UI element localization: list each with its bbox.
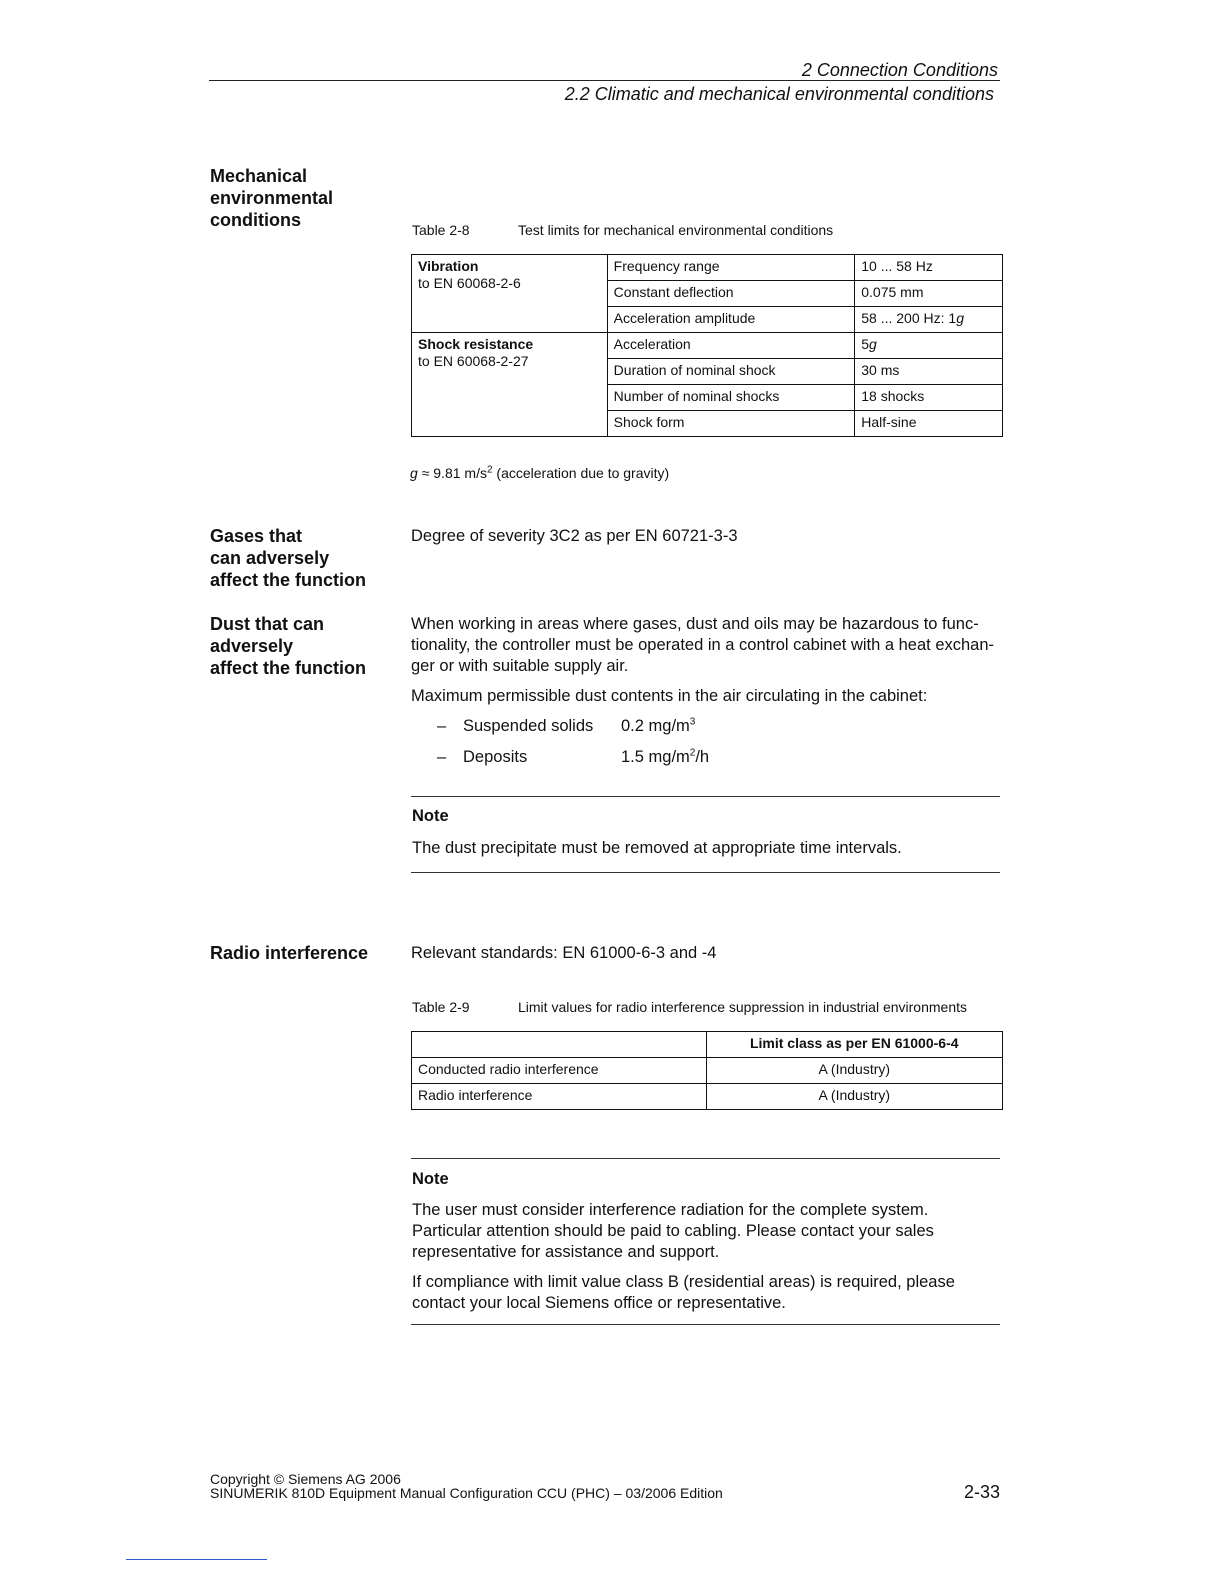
- vibration-group-cell: Vibration to EN 60068-2-6: [412, 255, 608, 333]
- table-2-9-caption: [412, 999, 967, 1015]
- table-row: [412, 1032, 1003, 1058]
- table-row: [412, 333, 1003, 359]
- value-cell: 10 ... 58 Hz: [855, 255, 1003, 281]
- value-cell: 58 ... 200 Hz: 1g: [855, 307, 1003, 333]
- dust-paragraph: When working in areas where gases, dust and oils may be hazardous to func- tionality, the controller must be operated in a control cabinet with a heat exchan- ger or with suitable supply air.: [411, 615, 995, 675]
- value-cell: 5g: [855, 333, 1003, 359]
- label-cell: Conducted radio interference: [412, 1058, 707, 1084]
- note-top-rule: [411, 796, 1000, 797]
- radio-note-para2: If compliance with limit value class B (residential areas) is required, please contact your local Siemens office or representative.: [412, 1273, 955, 1312]
- param-cell: Constant deflection: [607, 281, 855, 307]
- param-cell: Acceleration amplitude: [607, 307, 855, 333]
- table-row: [412, 255, 1003, 281]
- value-cell: 30 ms: [855, 359, 1003, 385]
- mechanical-limits-table: [411, 254, 1003, 437]
- column-header: Limit class as per EN 61000-6-4: [706, 1032, 1002, 1058]
- gases-text: Degree of severity 3C2 as per EN 60721-3-3: [411, 527, 738, 545]
- note-bottom-rule: [411, 1324, 1000, 1325]
- table-row: [412, 1058, 1003, 1084]
- note-bottom-rule: [411, 872, 1000, 873]
- label-cell: Radio interference: [412, 1084, 707, 1110]
- table-row: [412, 1084, 1003, 1110]
- radio-note-title: Note: [412, 1170, 449, 1188]
- dust-max-text: Maximum permissible dust contents in the air circulating in the cabinet:: [411, 687, 928, 705]
- page-number: 2-33: [963, 1482, 1000, 1502]
- shock-group-cell: Shock resistance to EN 60068-2-27: [412, 333, 608, 437]
- footer-manual: SINUMERIK 810D Equipment Manual Configuration CCU (PHC) – 03/2006 Edition: [210, 1485, 723, 1501]
- param-cell: Acceleration: [607, 333, 855, 359]
- value-cell: Half-sine: [855, 411, 1003, 437]
- param-cell: Frequency range: [607, 255, 855, 281]
- list-item: – Deposits 1.5 $mg/m^2/h$: [437, 747, 710, 766]
- dust-note-text: The dust precipitate must be removed at appropriate time intervals.: [412, 839, 902, 857]
- value-cell: 18 shocks: [855, 385, 1003, 411]
- table-title: Test limits for mechanical environmental conditions: [518, 222, 834, 238]
- radio-text: Relevant standards: EN 61000-6-3 and -4: [411, 944, 717, 962]
- table-label: Table 2-8: [412, 222, 470, 238]
- value-cell: A (Industry): [706, 1058, 1002, 1084]
- header-rule: [209, 80, 1000, 81]
- gravity-note: g ≈ 9.81 $m/s^2$ (acceleration due to gravity): [410, 464, 670, 481]
- dust-heading: Dust that can adversely affect the function: [210, 614, 366, 678]
- param-cell: Duration of nominal shock: [607, 359, 855, 385]
- footer-copyright: Copyright © Siemens AG 2006: [210, 1471, 401, 1487]
- note-top-rule: [411, 1158, 1000, 1159]
- radio-limits-table: [411, 1031, 1003, 1110]
- table-title: Limit values for radio interference suppression in industrial environments: [518, 999, 967, 1015]
- list-item: – Suspended solids 0.2 $mg/m^3$: [437, 716, 696, 735]
- value-cell: 0.075 mm: [855, 281, 1003, 307]
- table-label: Table 2-9: [412, 999, 470, 1015]
- param-cell: Shock form: [607, 411, 855, 437]
- mechanical-heading: Mechanical environmental conditions: [210, 166, 334, 230]
- gases-heading: Gases that can adversely affect the function: [210, 526, 366, 590]
- chapter-header: 2 Connection Conditions: [801, 60, 998, 80]
- radio-note-para1: The user must consider interference radiation for the complete system. Particular attention should be paid to cabling. Please contact your sales representative for assistance and support.: [412, 1201, 934, 1261]
- dust-note-title: Note: [412, 807, 449, 825]
- bottom-link-rule: [126, 1559, 267, 1560]
- radio-heading: Radio interference: [210, 943, 369, 963]
- value-cell: A (Industry): [706, 1084, 1002, 1110]
- table-2-8-caption: [412, 222, 833, 238]
- empty-header-cell: [412, 1032, 707, 1058]
- param-cell: Number of nominal shocks: [607, 385, 855, 411]
- section-header: 2.2 Climatic and mechanical environmental conditions: [564, 84, 994, 104]
